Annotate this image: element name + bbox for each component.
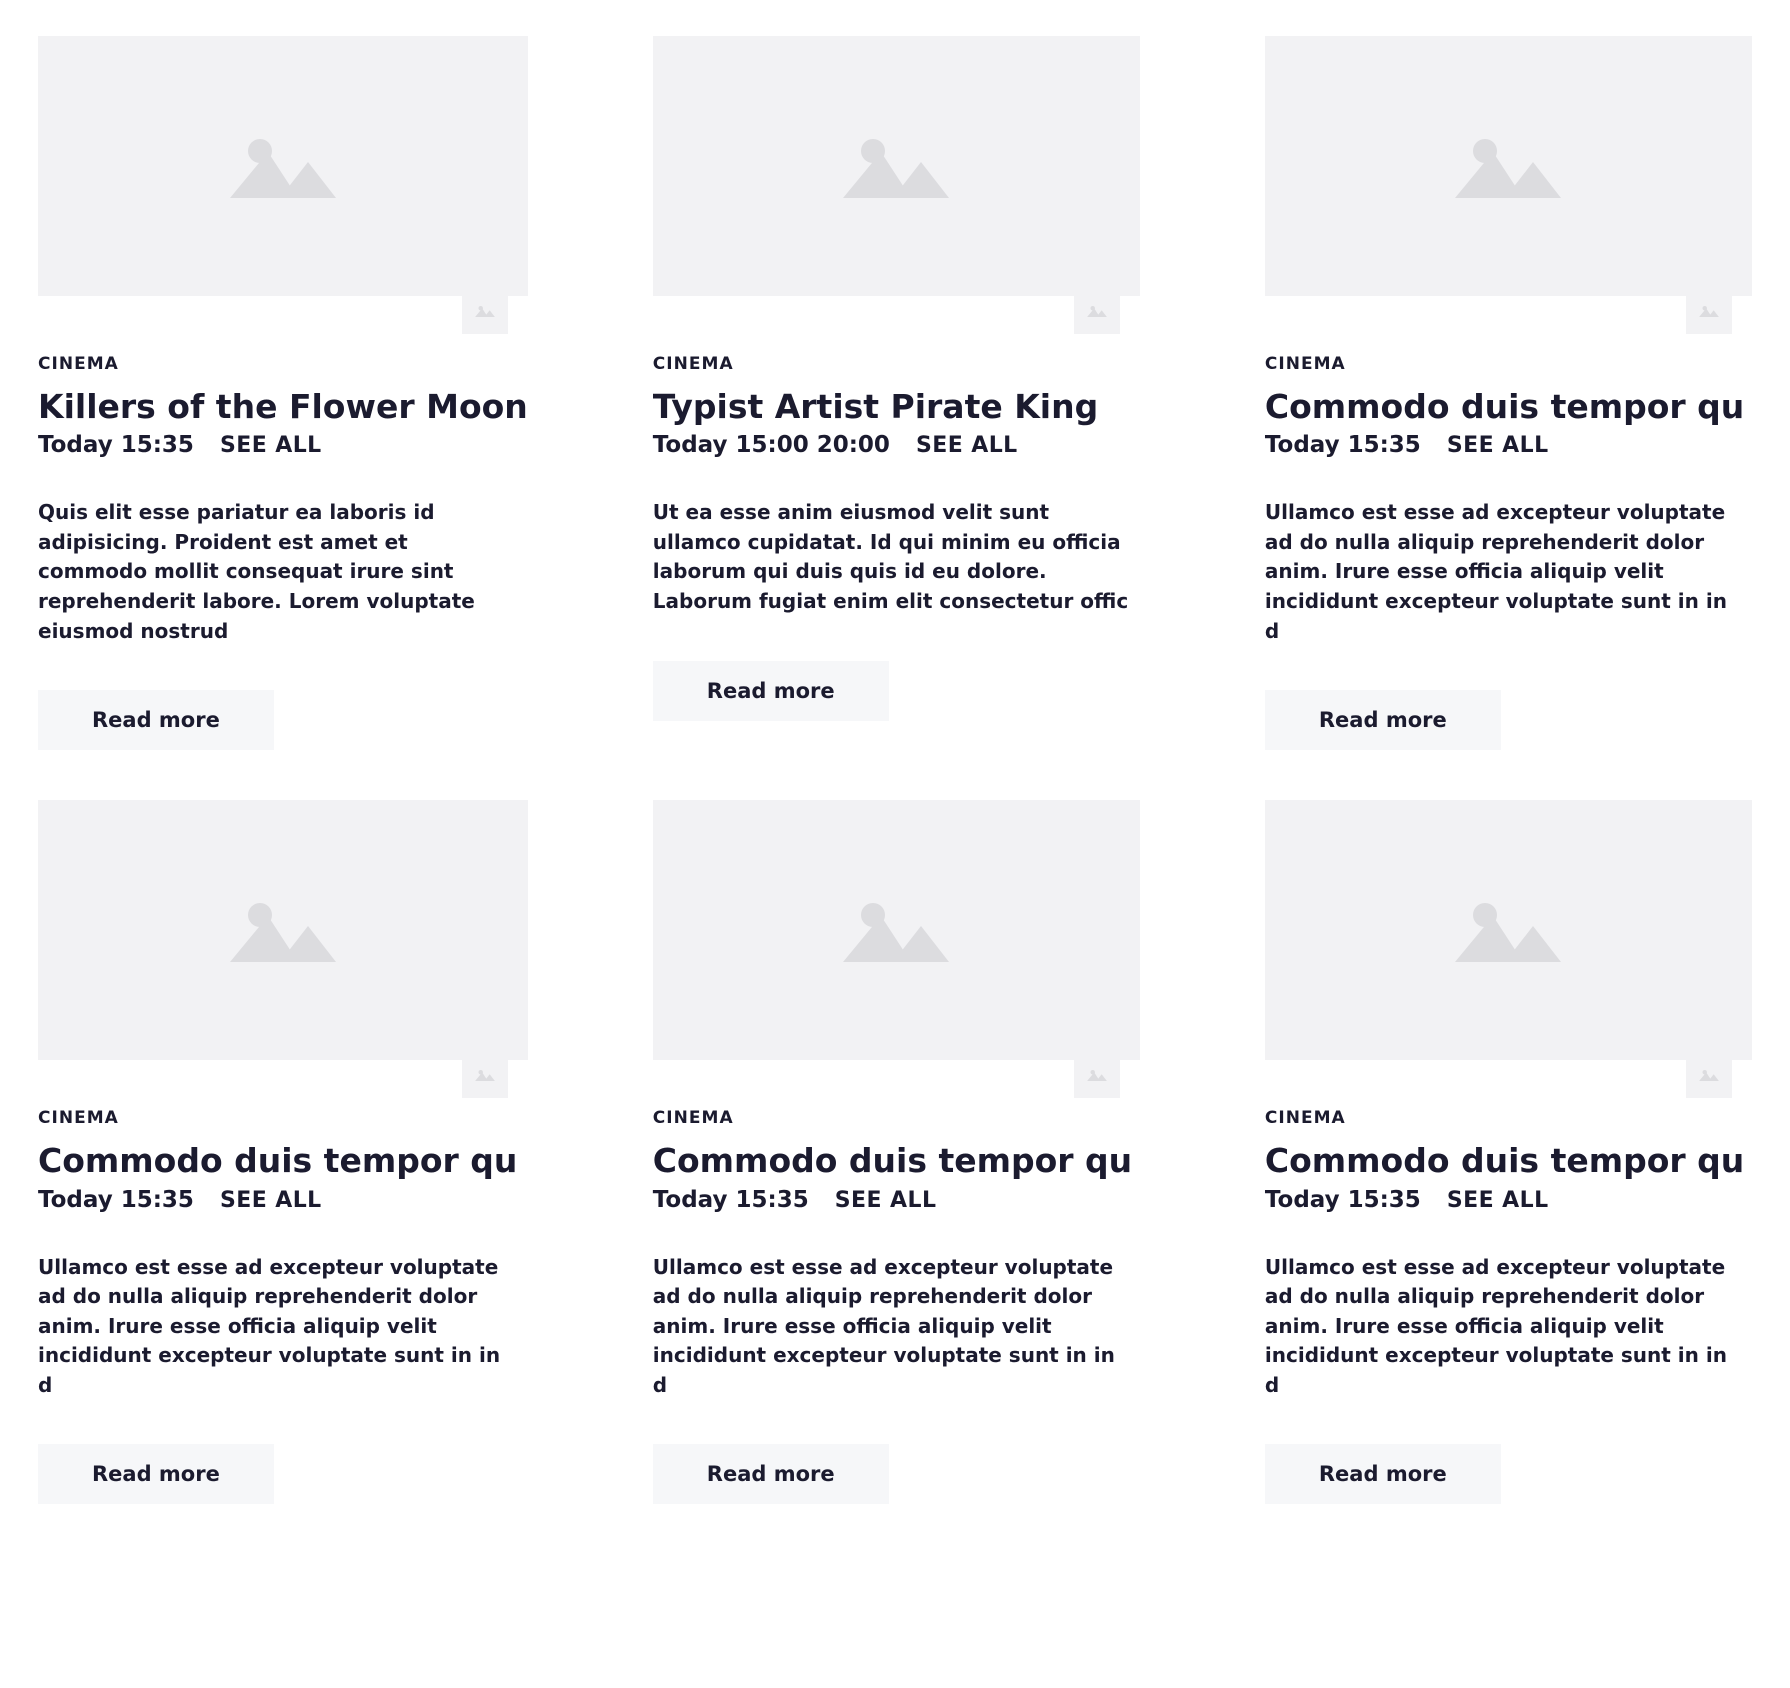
see-all-link[interactable]: SEE ALL [1446,433,1549,459]
card-media [38,36,528,296]
card-thumbnail [38,36,528,296]
read-more-button[interactable]: Read more [653,661,889,721]
image-placeholder-icon [1086,1067,1108,1083]
card-meta [653,1187,1140,1213]
card-showtimes: Today 15:35 [1264,1186,1421,1213]
image-placeholder-icon [1449,892,1567,968]
see-all-link[interactable]: SEE ALL [219,433,322,459]
image-placeholder-icon [474,1067,496,1083]
see-all-link[interactable]: SEE ALL [834,1187,937,1213]
card-body [38,1060,528,1504]
image-placeholder-icon [1449,128,1567,204]
card-showtimes: Today 15:35 [1264,432,1421,459]
card-thumbnail-badge [1686,288,1732,334]
card-kicker: CINEMA [1264,1108,1346,1129]
card-showtimes: Today 15:00 20:00 [652,432,890,459]
card-media [38,800,528,1060]
card-item[interactable] [653,36,1140,750]
see-all-link[interactable]: SEE ALL [915,433,1018,459]
card-thumbnail [653,800,1140,1060]
card-title: Killers of the Flower Moon [38,388,528,426]
card-item[interactable] [38,800,528,1504]
card-body [1265,296,1752,750]
image-placeholder-icon [1086,303,1108,319]
read-more-button[interactable]: Read more [1265,690,1501,750]
card-kicker: CINEMA [652,1108,734,1129]
card-excerpt: Ullamco est esse ad excepteur voluptate ad do nulla aliquip reprehenderit dolor anim. Irure esse officia aliquip velit incididunt excepteur voluptate sunt in in d [1264,1254,1727,1397]
card-meta [1265,432,1752,458]
read-more-button[interactable]: Read more [38,1444,274,1504]
card-thumbnail [653,36,1140,296]
card-thumbnail [1265,800,1752,1060]
card-title: Commodo duis tempor qu [38,1142,518,1181]
card-item[interactable] [653,800,1140,1504]
card-title: Commodo duis tempor qu [1264,1142,1745,1181]
image-placeholder-icon [474,303,496,319]
image-placeholder-icon [1698,303,1720,319]
card-meta [38,432,528,458]
card-showtimes: Today 15:35 [38,1186,194,1213]
card-thumbnail-badge [1074,288,1120,334]
card-media [653,800,1140,1060]
card-body [1265,1060,1752,1504]
card-body [38,296,528,750]
card-thumbnail [1265,36,1752,296]
image-placeholder-icon [837,892,955,968]
card-media [1265,36,1752,296]
card-body [653,1060,1140,1504]
card-showtimes: Today 15:35 [652,1186,809,1213]
card-meta [38,1187,528,1213]
see-all-link[interactable]: SEE ALL [219,1187,322,1213]
card-kicker: CINEMA [38,1108,119,1129]
card-meta [1265,1187,1752,1213]
card-thumbnail [38,800,528,1060]
card-excerpt: Ullamco est esse ad excepteur voluptate ad do nulla aliquip reprehenderit dolor anim. Irure esse officia aliquip velit incididunt excepteur voluptate sunt in in d [38,1254,501,1397]
card-thumbnail-badge [462,288,508,334]
card-media [1265,800,1752,1060]
card-item[interactable] [1265,36,1752,750]
read-more-button[interactable]: Read more [38,690,274,750]
card-title: Commodo duis tempor qu [652,1142,1133,1181]
image-placeholder-icon [1698,1067,1720,1083]
card-excerpt: Ut ea esse anim eiusmod velit sunt ullamco cupidatat. Id qui minim eu officia laborum qui duis quis id eu dolore. Laborum fugiat enim elit consectetur offic [652,500,1129,614]
card-item[interactable] [38,36,528,750]
card-thumbnail-badge [462,1052,508,1098]
card-title: Typist Artist Pirate King [652,388,1099,426]
card-thumbnail-badge [1686,1052,1732,1098]
card-meta [653,432,1140,458]
card-title: Commodo duis tempor qu [1264,388,1745,426]
image-placeholder-icon [224,128,342,204]
read-more-button[interactable]: Read more [653,1444,889,1504]
card-showtimes: Today 15:35 [38,432,194,459]
card-kicker: CINEMA [38,354,119,374]
card-kicker: CINEMA [652,354,734,374]
card-excerpt: Ullamco est esse ad excepteur voluptate ad do nulla aliquip reprehenderit dolor anim. Irure esse officia aliquip velit incididunt excepteur voluptate sunt in in d [652,1254,1115,1397]
image-placeholder-icon [224,892,342,968]
card-excerpt: Ullamco est esse ad excepteur voluptate ad do nulla aliquip reprehenderit dolor anim. Irure esse officia aliquip velit incididunt excepteur voluptate sunt in in d [1264,500,1727,643]
read-more-button[interactable]: Read more [1265,1444,1501,1504]
image-placeholder-icon [837,128,955,204]
card-thumbnail-badge [1074,1052,1120,1098]
card-kicker: CINEMA [1264,354,1346,374]
card-media [653,36,1140,296]
card-excerpt: Quis elit esse pariatur ea laboris id adipisicing. Proident est amet et commodo mollit consequat irure sint reprehenderit labore. Lorem voluptate eiusmod nostrud [38,500,475,643]
card-body [653,296,1140,721]
card-item[interactable] [1265,800,1752,1504]
see-all-link[interactable]: SEE ALL [1446,1187,1549,1213]
